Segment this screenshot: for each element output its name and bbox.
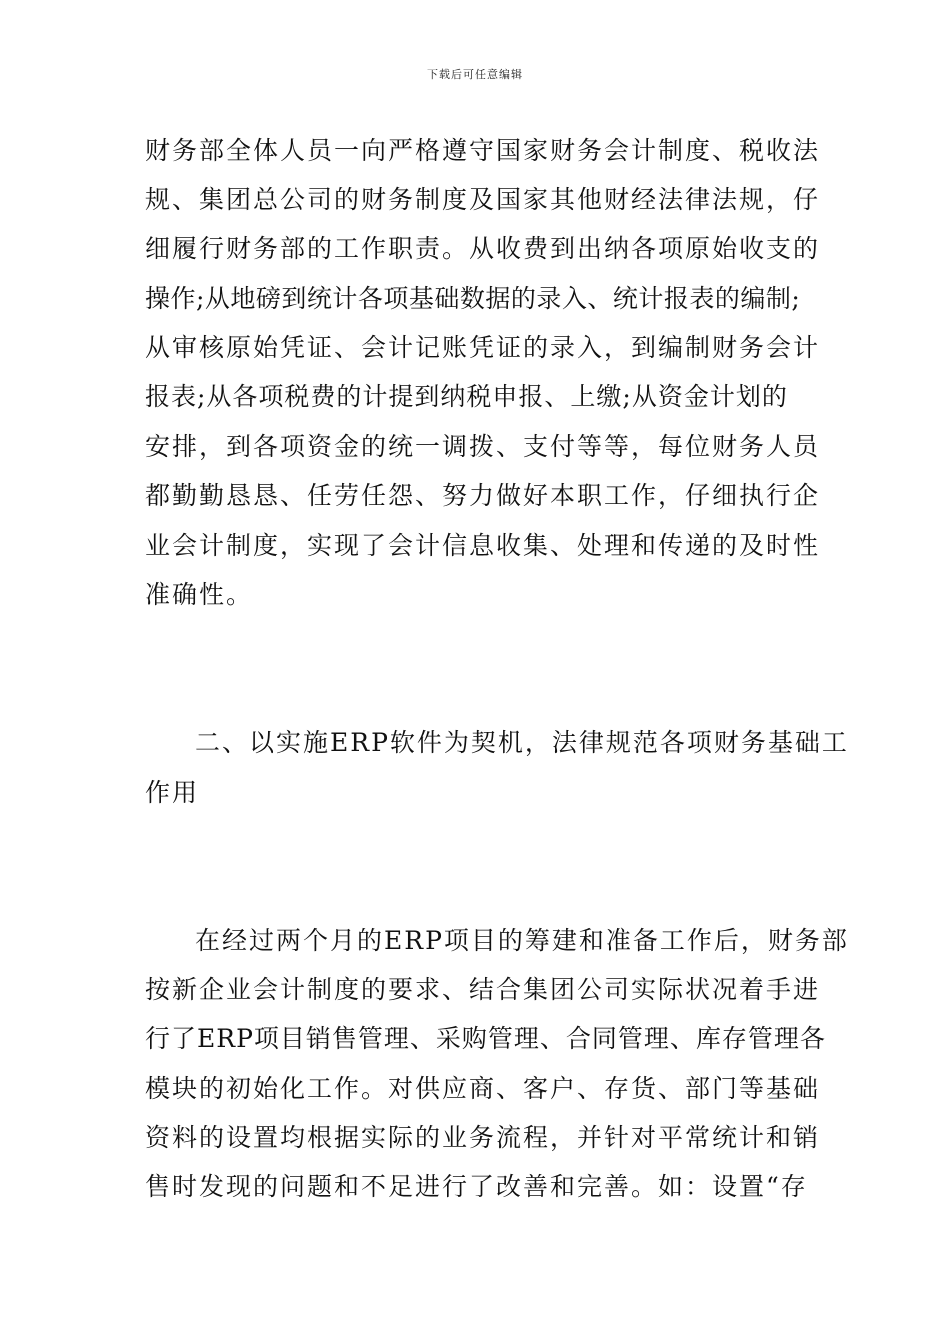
- heading-line: 作用: [145, 778, 200, 807]
- paragraph-line: 报表;从各项税费的计提到纳税申报、上缴;从资金计划的: [145, 382, 788, 411]
- paragraph-line: 按新企业会计制度的要求、结合集团公司实际状况着手进: [145, 975, 821, 1004]
- paragraph-line: 行了ERP项目销售管理、采购管理、合同管理、库存管理各: [145, 1024, 826, 1053]
- paragraph-line: 准确性。: [145, 580, 254, 609]
- paragraph-line: 从审核原始凭证、会计记账凭证的录入，到编制财务会计: [145, 333, 821, 362]
- paragraph-line: 财务部全体人员一向严格遵守国家财务会计制度、税收法: [145, 136, 821, 165]
- paragraph-line: 售时发现的问题和不足进行了改善和完善。如：设置“存: [145, 1172, 808, 1201]
- paragraph-line: 操作;从地磅到统计各项基础数据的录入、统计报表的编制;: [145, 284, 801, 313]
- paragraph-line: 都勤勤恳恳、任劳任怨、努力做好本职工作，仔细执行企: [145, 481, 821, 510]
- header-note: 下载后可任意编辑: [427, 68, 523, 81]
- paragraph-line: 模块的初始化工作。对供应商、客户、存货、部门等基础: [145, 1074, 821, 1103]
- paragraph-line: 安排，到各项资金的统一调拨、支付等等，每位财务人员: [145, 432, 821, 461]
- paragraph-line: 资料的设置均根据实际的业务流程，并针对平常统计和销: [145, 1123, 821, 1152]
- paragraph-line: 在经过两个月的ERP项目的筹建和准备工作后，财务部: [195, 926, 849, 955]
- heading-line: 二、以实施ERP软件为契机，法律规范各项财务基础工: [195, 728, 849, 757]
- paragraph-line: 业会计制度，实现了会计信息收集、处理和传递的及时性: [145, 531, 821, 560]
- paragraph-line: 细履行财务部的工作职责。从收费到出纳各项原始收支的: [145, 234, 821, 263]
- paragraph-line: 规、集团总公司的财务制度及国家其他财经法律法规，仔: [145, 185, 821, 214]
